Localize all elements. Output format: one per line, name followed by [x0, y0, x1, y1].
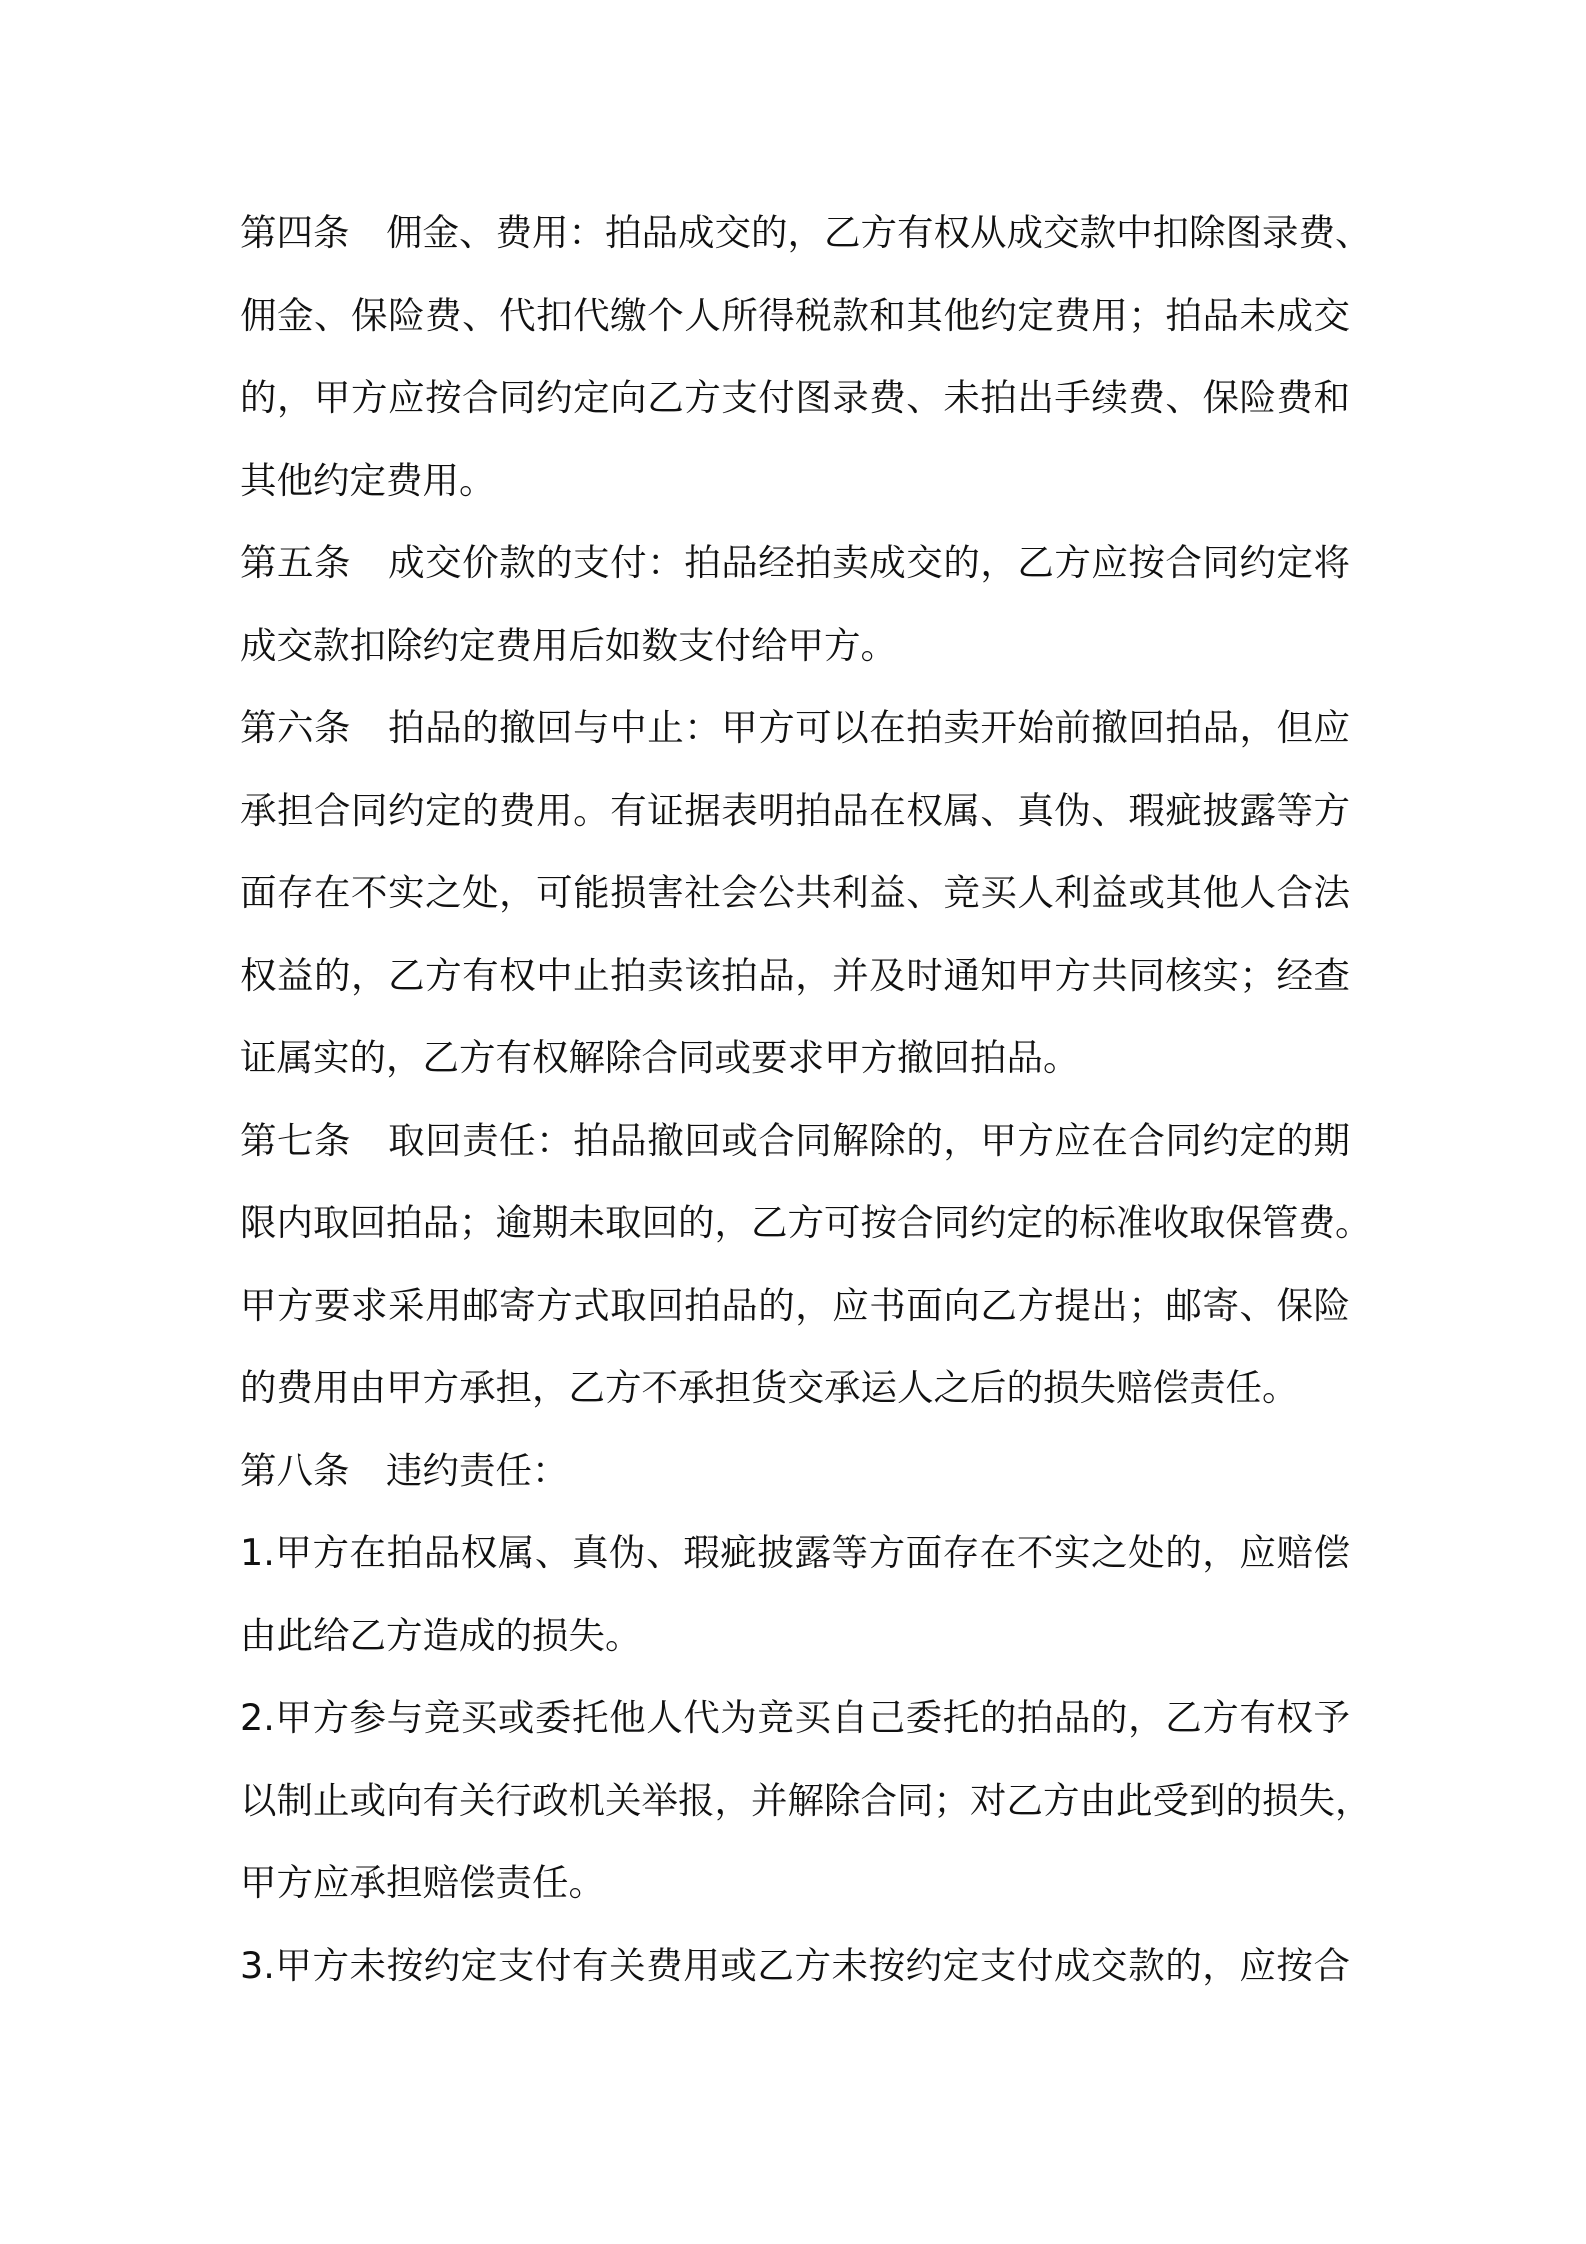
article-4-line-1: 第四条 佣金、费用：拍品成交的，乙方有权从成交款中扣除图录费、: [240, 211, 1372, 254]
article-4-line-4: 其他约定费用。: [240, 458, 496, 502]
article-5-line-1: 第五条 成交价款的支付：拍品经拍卖成交的，乙方应按合同约定将: [240, 541, 1350, 584]
contract-page: [240, 192, 1372, 2007]
article-4-line-3: 的，甲方应按合同约定向乙方支付图录费、未拍出手续费、保险费和: [240, 376, 1350, 419]
item-1-line-2: 由此给乙方造成的损失。: [240, 1613, 642, 1657]
article-4-line-2: 佣金、保险费、代扣代缴个人所得税款和其他约定费用；拍品未成交: [240, 293, 1350, 337]
article-6-line-3: 面存在不实之处，可能损害社会公共利益、竞买人利益或其他人合法: [240, 871, 1350, 914]
item-2-line-3: 甲方应承担赔偿责任。: [240, 1861, 605, 1904]
article-6-line-5: 证属实的，乙方有权解除合同或要求甲方撤回拍品。: [240, 1036, 1080, 1079]
article-6-line-2: 承担合同约定的费用。有证据表明拍品在权属、真伪、瑕疵披露等方: [240, 788, 1350, 832]
item-2-line-1: 2.甲方参与竞买或委托他人代为竞买自己委托的拍品的，乙方有权予: [240, 1696, 1350, 1739]
article-7-line-2: 限内取回拍品；逾期未取回的，乙方可按合同约定的标准收取保管费。: [240, 1201, 1372, 1244]
item-3-line-1: 3.甲方未按约定支付有关费用或乙方未按约定支付成交款的，应按合: [240, 1943, 1350, 1987]
article-5-line-2: 成交款扣除约定费用后如数支付给甲方。: [240, 623, 897, 667]
item-2-line-2: 以制止或向有关行政机关举报，并解除合同；对乙方由此受到的损失，: [240, 1778, 1372, 1822]
article-6-line-4: 权益的，乙方有权中止拍卖该拍品，并及时通知甲方共同核实；经查: [240, 953, 1350, 997]
article-6-line-1: 第六条 拍品的撤回与中止：甲方可以在拍卖开始前撤回拍品，但应: [240, 706, 1350, 749]
item-1-line-1: 1.甲方在拍品权属、真伪、瑕疵披露等方面存在不实之处的，应赔偿: [240, 1531, 1350, 1574]
article-8-heading: 第八条 违约责任：: [240, 1448, 569, 1492]
article-7-line-3: 甲方要求采用邮寄方式取回拍品的，应书面向乙方提出；邮寄、保险: [240, 1283, 1350, 1327]
article-7-line-4: 的费用由甲方承担，乙方不承担货交承运人之后的损失赔偿责任。: [240, 1366, 1299, 1409]
article-7-line-1: 第七条 取回责任：拍品撤回或合同解除的，甲方应在合同约定的期: [240, 1118, 1350, 1162]
